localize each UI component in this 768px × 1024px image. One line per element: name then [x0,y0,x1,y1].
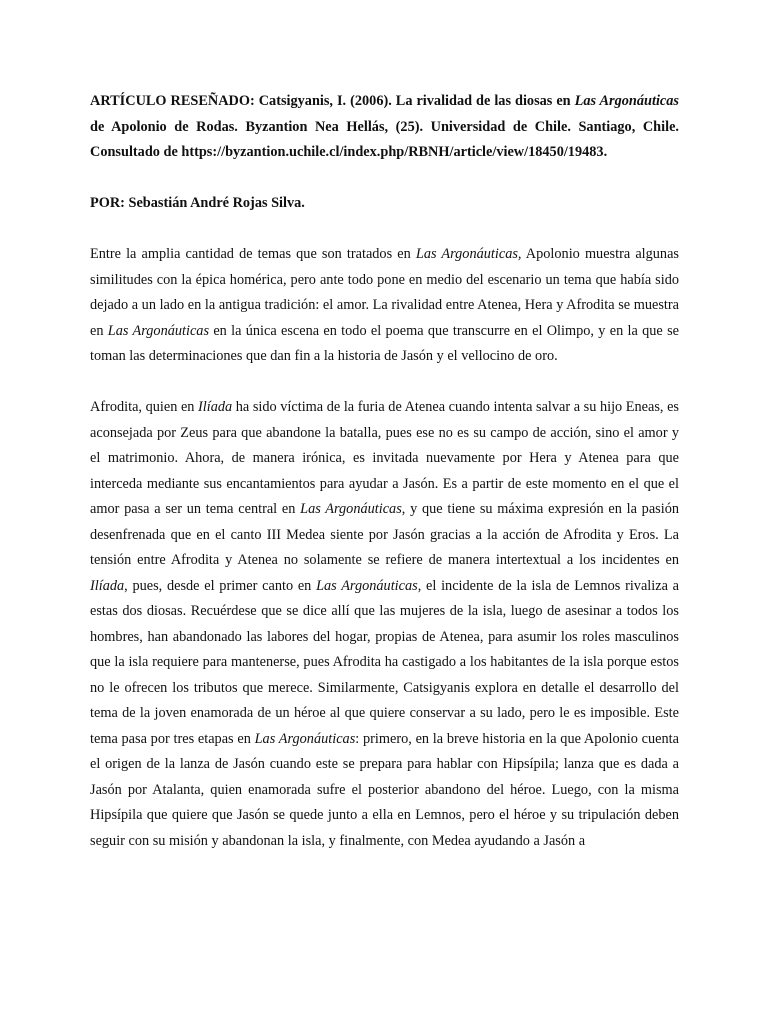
paragraph-1 [90,242,679,370]
paragraph-2 [90,395,679,854]
p1-italic-2: Las Argonáuticas [107,322,210,339]
citation-end: . [603,144,608,160]
p2-text-3: , y que tiene su máxima expresión en la pasión desenfrenada que en el canto III Medea siente por Jasón gracias a la acción de Afrodita y Eros. La tensión entre Afrodita y Atenea no solamente se refiere de manera intertextual a los incidentes en [90,501,679,568]
p2-text-6: : primero, en la breve historia en la que Apolonio cuenta el origen de la lanza de Jasón cuando este se prepara para hablar con Hipsípila; lanza que es dada a Jasón por Atalanta, quien enamorada sufre el posterior abandono del héroe. Luego, con la misma Hipsípila que quiere que Jasón se quede junto a ella en Lemnos, pero el héroe y su tripulación deben seguir con su misión y abandonan la isla, y finalmente, con Medea ayudando a Jasón a [90,730,679,849]
p2-italic-5: Las Argonáuticas [254,730,356,747]
citation-title: Las Argonáuticas [574,93,679,109]
p1-text-2: Apolonio muestra algunas similitudes con la épica homérica, pero ante todo pone en medio del escenario un tema que había sido dejado a un lado en la antigua tradición: el amor. La rivalidad entre Atenea, Hera y Afrodita se muestra en [90,246,679,339]
p2-italic-4: Las Argonáuticas [316,577,418,594]
p1-italic-1: Las Argonáuticas, [415,246,522,262]
review-author: POR: Sebastián André Rojas Silva. [90,195,305,211]
p2-text-1: Afrodita, quien en [90,399,199,415]
p2-text-2: ha sido víctima de la furia de Atenea cuando intenta salvar a su hijo Eneas, es aconsejada por Zeus para que abandone la batalla, pues ese no es su campo de acción, sino el amor y el matrimonio. Ahora, de manera irónica, es invitada nuevamente por Hera y Atenea para que interceda mediante sus encantamientos para ayudar a Jasón. Es a partir de este momento en el que el amor pasa a ser un tema central en [90,399,679,517]
review-citation-header [90,89,679,166]
p2-italic-3: Ilíada [90,577,125,594]
p1-text-3: en la única escena en todo el poema que transcurre en el Olimpo, y en la que se toman las determinaciones que dan fin a la historia de Jasón y el vellocino de oro. [90,322,679,364]
citation-url: https://byzantion.uchile.cl/index.php/RBNH/article/view/18450/19483 [181,144,604,160]
p1-text-1: Entre la amplia cantidad de temas que son tratados en [90,246,416,262]
citation-middle: de Apolonio de Rodas. Byzantion Nea Hellás, (25). Universidad de Chile. Santiago, Chile. Consultado de [90,118,679,160]
p2-italic-2: Las Argonáuticas [300,501,402,517]
p2-italic-1: Ilíada [198,399,233,415]
document-page [90,89,679,880]
citation-prefix: ARTÍCULO RESEÑADO: Catsigyanis, I. (2006). La rivalidad de las diosas en [90,93,575,109]
p2-text-5: , el incidente de la isla de Lemnos rivaliza a estas dos diosas. Recuérdese que se dice allí que las mujeres de la isla, luego de asesinar a todos los hombres, han abandonado las labores del hogar, propias de Atenea, para asumir los roles masculinos que la isla requiere para mantenerse, pues Afrodita ha castigado a los habitantes de la isla porque estos no le ofrecen los tributos que merece. Similarmente, Catsigyanis explora en detalle el desarrollo del tema de la joven enamorada de un héroe al que quiere conservar a su lado, pero le es imposible. Este tema pasa por tres etapas en [90,577,680,747]
p2-text-4: , pues, desde el primer canto en [124,577,317,594]
